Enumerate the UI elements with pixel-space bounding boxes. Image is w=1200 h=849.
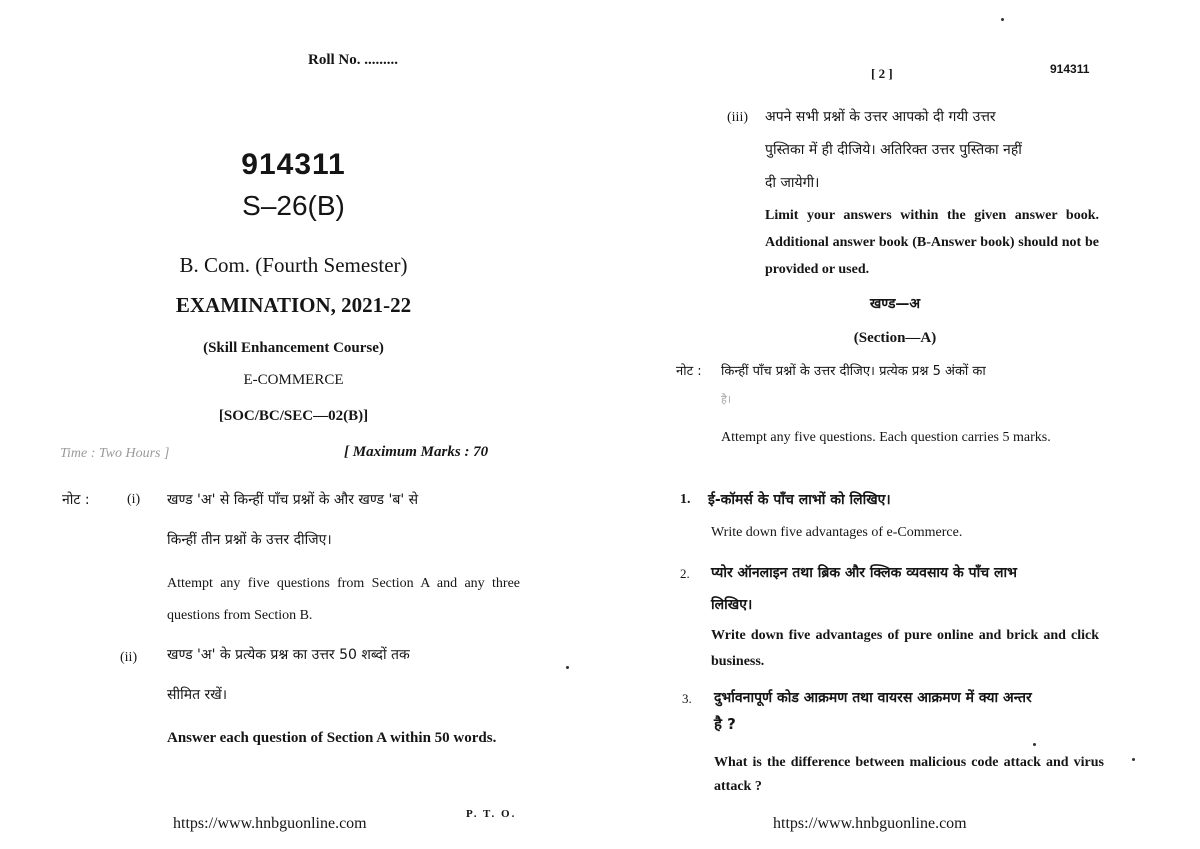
note-english-text: Limit your answers within the given answer book. Additional answer book (B-Answer book) should not be provided or used. — [765, 208, 1099, 277]
course-type: (Skill Enhancement Course) — [203, 340, 384, 356]
section-note-hindi: किन्हीं पाँच प्रश्नों के उत्तर दीजिए। प्रत्येक प्रश्न 5 अंकों का — [721, 364, 986, 379]
question-hindi: प्योर ऑनलाइन तथा ब्रिक और क्लिक व्यवसाय के पाँच लाभ — [711, 565, 1017, 581]
question-hindi: दुर्भावनापूर्ण कोड आक्रमण तथा वायरस आक्रमण में क्या अन्तर — [714, 690, 1032, 706]
paper-code: 914311 — [241, 148, 346, 181]
note-number: (i) — [127, 492, 141, 507]
note-hindi-text: खण्ड 'अ' से किन्हीं पाँच प्रश्नों के और खण्ड 'ब' से — [167, 492, 419, 508]
question-number: 1. — [680, 492, 691, 507]
paper-code-header: 914311 — [1050, 62, 1090, 76]
page-number: [ 2 ] — [871, 66, 893, 81]
max-marks: [ Maximum Marks : 70 — [344, 444, 489, 460]
course-title: B. Com. (Fourth Semester) — [179, 253, 408, 277]
question-number: 3. — [682, 691, 692, 706]
note-hindi-text: अपने सभी प्रश्नों के उत्तर आपको दी गयी उत्तर — [765, 109, 996, 125]
section-note-english: Attempt any five questions. Each question carries 5 marks. — [721, 430, 1051, 445]
question-hindi: ई-कॉमर्स के पाँच लाभों को लिखिए। — [708, 492, 891, 508]
series-code: S–26(B) — [242, 190, 345, 221]
question-number: 2. — [680, 566, 690, 581]
footer-url: https://www.hnbguonline.com — [173, 815, 367, 832]
note-hindi-text: पुस्तिका में ही दीजिये। अतिरिक्त उत्तर पुस्तिका नहीं — [765, 142, 1022, 158]
section-heading-hindi: खण्ड—अ — [869, 296, 921, 312]
roll-number: Roll No. ......... — [308, 52, 398, 68]
question-english: What is the difference between malicious code attack and virus attack ? — [714, 755, 1104, 794]
question-english: Write down five advantages of e-Commerce. — [711, 525, 963, 540]
question-english: Write down five advantages of pure online and brick and click business. — [711, 628, 1099, 669]
note-label: नोट : — [676, 364, 702, 379]
scan-speck — [1132, 758, 1135, 761]
footer-url: https://www.hnbguonline.com — [773, 815, 967, 832]
note-hindi-text: दी जायेगी। — [765, 175, 820, 191]
section-heading-english: (Section—A) — [853, 330, 937, 346]
exam-page-right — [600, 0, 1200, 849]
scan-speck — [1001, 18, 1004, 21]
question-hindi: है ? — [714, 715, 736, 733]
pto-label: P. T. O. — [466, 808, 517, 818]
note-number: (ii) — [120, 650, 138, 665]
note-hindi-text: खण्ड 'अ' के प्रत्येक प्रश्न का उत्तर 50 शब्दों तक — [167, 647, 410, 663]
question-hindi: लिखिए। — [711, 597, 753, 613]
time-label: Time : Two Hours ] — [60, 446, 170, 461]
exam-title: EXAMINATION, 2021-22 — [175, 293, 412, 317]
note-hindi-text: सीमित रखें। — [167, 687, 228, 703]
subject-title: E-COMMERCE — [243, 372, 344, 388]
note-number: (iii) — [727, 110, 748, 125]
subject-code: [SOC/BC/SEC—02(B)] — [218, 408, 369, 424]
scan-speck — [1033, 743, 1036, 746]
section-note-hindi: है। — [721, 393, 732, 406]
note-label: नोट : — [62, 492, 90, 508]
note-hindi-text: किन्हीं तीन प्रश्नों के उत्तर दीजिए। — [167, 532, 332, 548]
scan-speck — [566, 666, 569, 669]
note-english-text: Answer each question of Section A within 50 words. — [167, 730, 497, 746]
note-english-text: Attempt any five questions from Section A and any three questions from Section B. — [167, 576, 520, 623]
